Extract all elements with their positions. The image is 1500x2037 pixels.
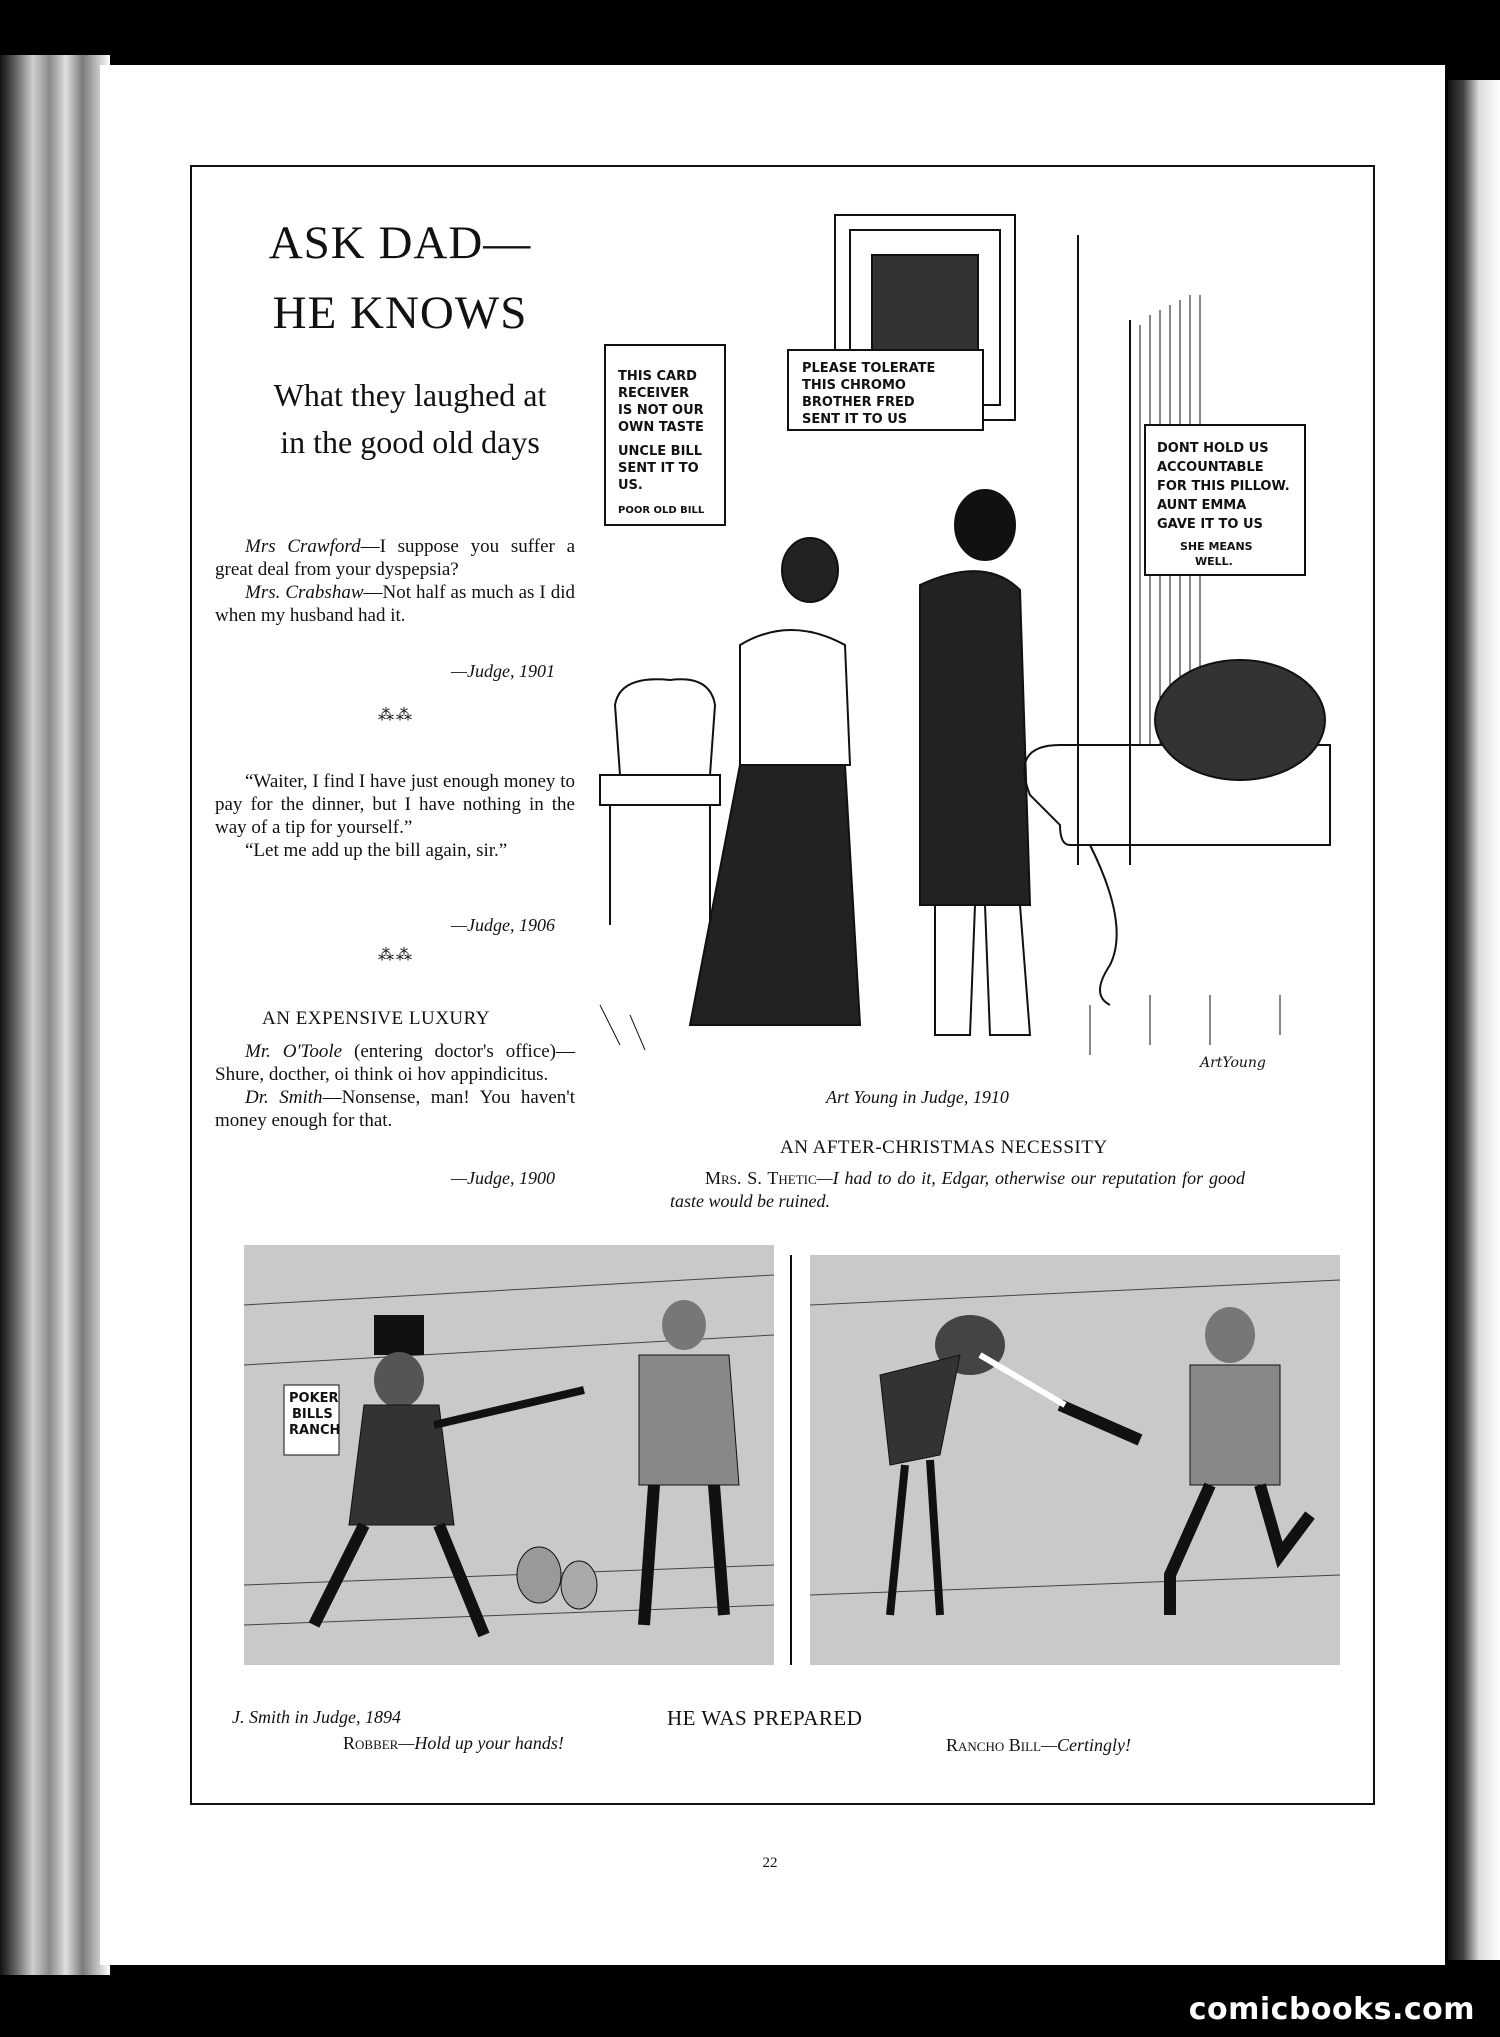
sign-right-line7: WELL. bbox=[1195, 555, 1233, 568]
cartoon2-sign-line2: BILLS bbox=[292, 1407, 333, 1422]
page-title-line2: HE KNOWS bbox=[272, 287, 528, 339]
joke3-line2: —Nonsense, man! You haven't money enough for that. bbox=[215, 1087, 575, 1131]
sign-center-line2: THIS CHROMO bbox=[802, 378, 906, 393]
cartoon1-caption bbox=[670, 1167, 1245, 1213]
sign-left-line2: RECEIVER bbox=[618, 386, 690, 401]
sign-left-line4: OWN TASTE bbox=[618, 420, 704, 435]
sign-center-line4: SENT IT TO US bbox=[802, 412, 908, 427]
cartoon2-sign-line1: POKER bbox=[289, 1391, 339, 1406]
page-number: 22 bbox=[762, 1855, 778, 1871]
cartoon2-caption-left-text: —Hold up your hands! bbox=[398, 1733, 564, 1753]
sign-right-line5: GAVE IT TO US bbox=[1157, 517, 1263, 532]
ornament-2: ⁂⁂ bbox=[378, 947, 414, 964]
cartoon2-caption-right-text: —Certingly! bbox=[1040, 1735, 1131, 1755]
joke3-speaker2: Dr. Smith bbox=[245, 1087, 323, 1108]
book-left-edge bbox=[0, 55, 110, 1975]
cartoon1-title: AN AFTER-CHRISTMAS NECESSITY bbox=[780, 1137, 1108, 1158]
joke1-line2: —Not half as much as I did when my husband had it. bbox=[215, 582, 575, 626]
cartoon2-sign-line3: RANCH bbox=[289, 1423, 341, 1438]
cartoon2-credit: J. Smith in Judge, 1894 bbox=[232, 1707, 401, 1727]
sign-center-line1: PLEASE TOLERATE bbox=[802, 361, 936, 376]
sign-left-line5: UNCLE BILL bbox=[618, 444, 702, 459]
cartoon1-illustration bbox=[590, 205, 1335, 1100]
sign-right-line1: DONT HOLD US bbox=[1157, 441, 1269, 456]
joke3-line1: (entering doctor's office)—Shure, docther, oi think oi hov appindicitus. bbox=[215, 1041, 576, 1085]
joke1-line1: —I suppose you suffer a great deal from your dyspepsia? bbox=[215, 536, 575, 580]
page-title-line1: ASK DAD— bbox=[268, 217, 532, 269]
cartoon1-signature: ArtYoung bbox=[1200, 1055, 1266, 1071]
ornament-1: ⁂⁂ bbox=[378, 707, 414, 724]
sign-right-line6: SHE MEANS bbox=[1180, 540, 1253, 553]
cartoon2-title: HE WAS PREPARED bbox=[667, 1706, 863, 1730]
cartoon1-credit: Art Young in Judge, 1910 bbox=[826, 1087, 1009, 1107]
joke2-text bbox=[215, 770, 575, 862]
joke2-source: —Judge, 1906 bbox=[451, 915, 555, 935]
page-subtitle-line1: What they laughed at bbox=[273, 377, 547, 413]
joke1-text bbox=[215, 535, 575, 627]
joke3-text bbox=[215, 1040, 575, 1132]
cartoon1-caption-speaker: Mrs. S. Thetic bbox=[705, 1168, 817, 1188]
joke3-source: —Judge, 1900 bbox=[451, 1168, 555, 1188]
joke1-speaker2: Mrs. Crabshaw bbox=[245, 582, 364, 603]
page-subtitle-line2: in the good old days bbox=[280, 424, 540, 460]
cartoon2-left-panel bbox=[244, 1245, 774, 1665]
cartoon2-panel-divider bbox=[790, 1255, 792, 1665]
joke2-line1: “Waiter, I find I have just enough money to pay for the dinner, but I have nothing in the way of a tip for yourself.” bbox=[215, 771, 575, 838]
sign-left-line8: POOR OLD BILL bbox=[618, 505, 705, 516]
sign-center-line3: BROTHER FRED bbox=[802, 395, 915, 410]
cartoon2-caption-left bbox=[343, 1733, 564, 1754]
joke3-speaker1: Mr. O'Toole bbox=[245, 1041, 343, 1062]
cartoon2-caption-right bbox=[946, 1735, 1131, 1756]
sign-right-line4: AUNT EMMA bbox=[1157, 498, 1247, 513]
sign-left-line6: SENT IT TO bbox=[618, 461, 699, 476]
watermark: comicbooks.com bbox=[1188, 1992, 1475, 2027]
sign-left-line3: IS NOT OUR bbox=[618, 403, 704, 418]
joke1-speaker1: Mrs Crawford bbox=[245, 536, 361, 557]
sign-left-line1: THIS CARD bbox=[618, 369, 697, 384]
book-right-page-edge bbox=[1448, 80, 1500, 1960]
sign-right-line3: FOR THIS PILLOW. bbox=[1157, 479, 1290, 494]
joke2-line2: “Let me add up the bill again, sir.” bbox=[245, 840, 508, 861]
cartoon2-right-panel bbox=[810, 1255, 1340, 1665]
cartoon2-caption-right-speaker: Rancho Bill bbox=[946, 1735, 1041, 1755]
sign-right-line2: ACCOUNTABLE bbox=[1157, 460, 1264, 475]
joke3-heading: AN EXPENSIVE LUXURY bbox=[262, 1008, 490, 1029]
sign-left-line7: US. bbox=[618, 478, 643, 493]
joke1-source: —Judge, 1901 bbox=[451, 661, 555, 681]
cartoon1-caption-text: —I had to do it, Edgar, otherwise our reputation for good taste would be ruined. bbox=[670, 1168, 1245, 1211]
cartoon2-caption-left-speaker: Robber bbox=[343, 1733, 399, 1753]
